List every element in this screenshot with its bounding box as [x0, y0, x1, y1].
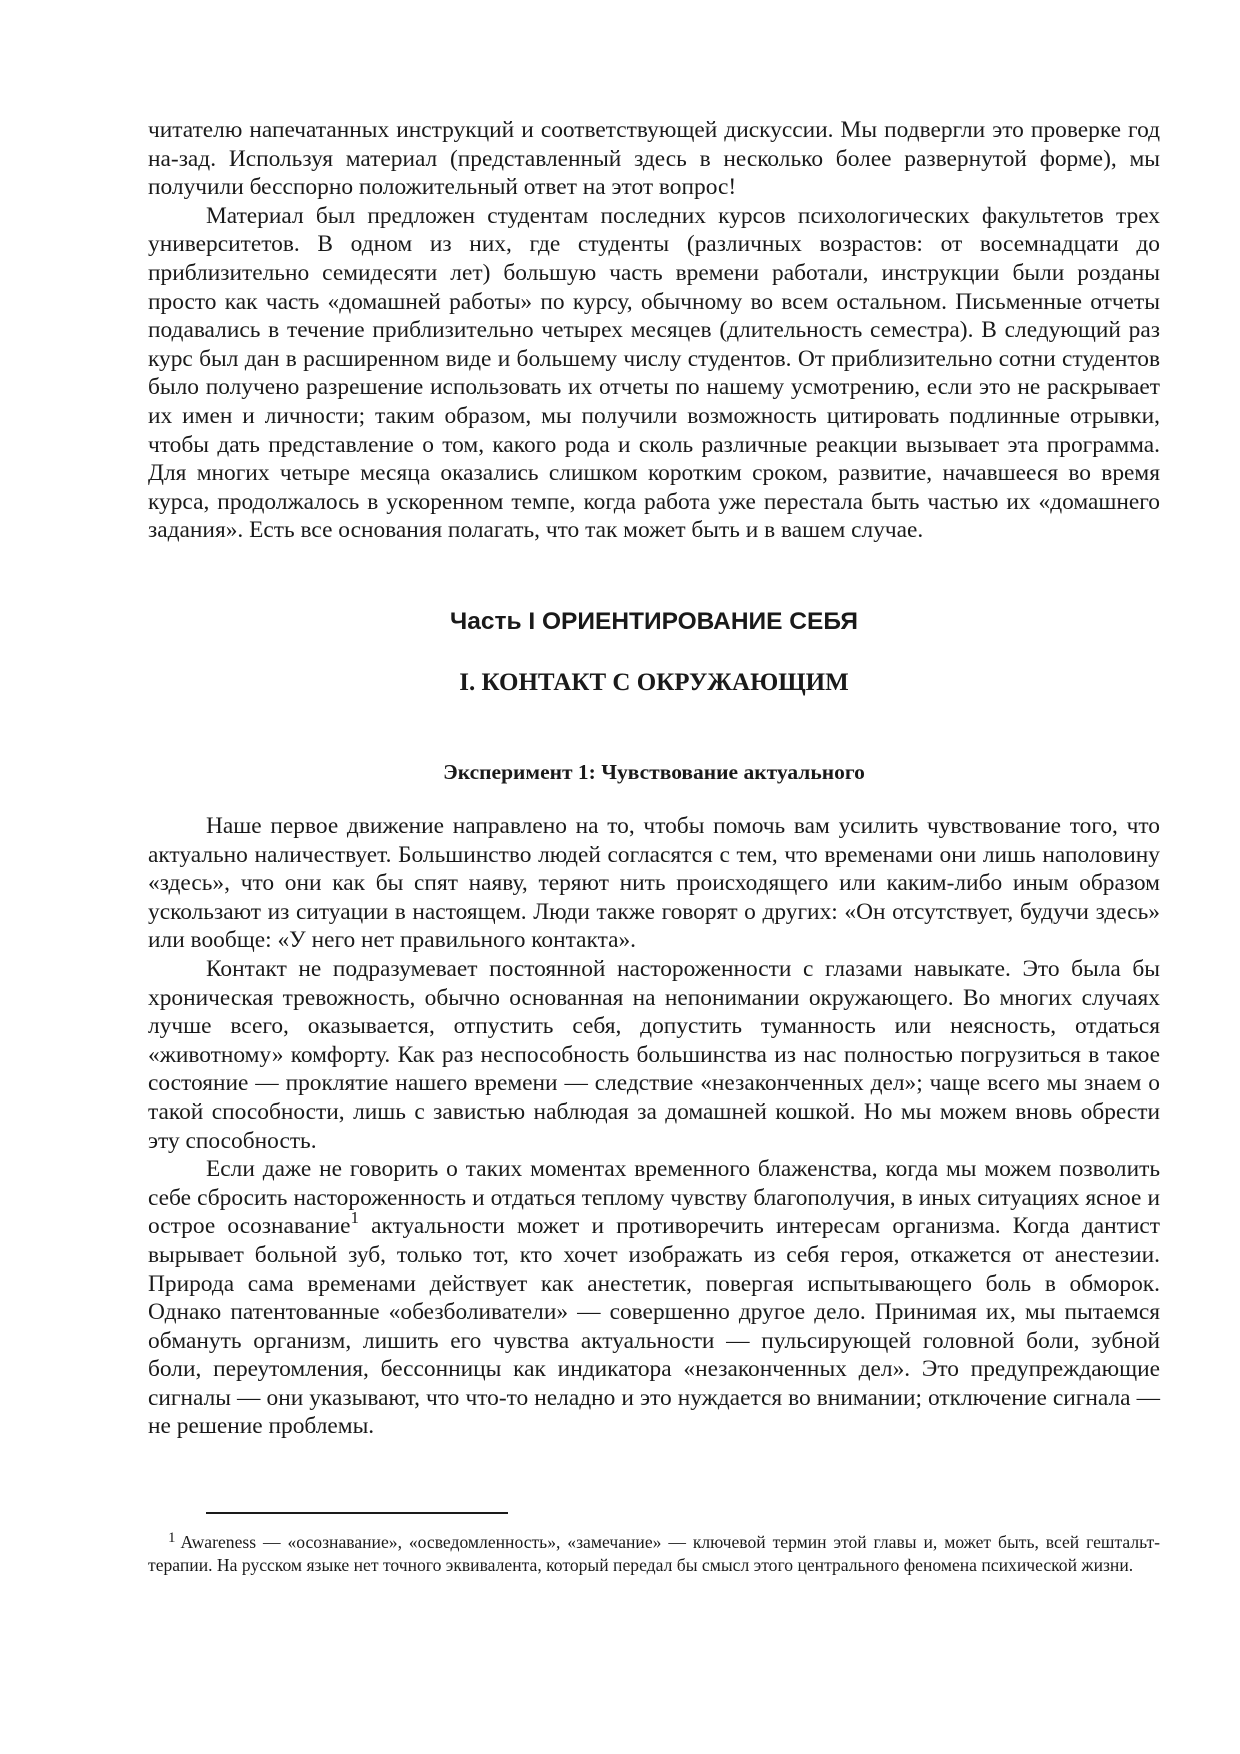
footnote [148, 1531, 1160, 1577]
experiment-title: Эксперимент 1: Чувствование актуального [443, 760, 865, 784]
experiment-text [148, 812, 1160, 1441]
paragraph-text: актуальности может и противоречить интересам организма. Когда дантист вырывает больной зуб, только тот, кто хочет изображать из себя героя, откажется от анестезии. Природа сама временами действует как анестетик, повергая испытывающего боль в обморок. Однако патентованные «обезболиватели» — совершенно другое дело. Принимая их, мы пытаемся обмануть организм, лишить его чувства актуальности — пульсирующей головной боли, зубной боли, переутомления, бессонницы как индикатора «незаконченных дел». Это предупреждающие сигналы — они указывают, что что-то неладно и это нуждается во внимании; отключение сигнала — не решение проблемы. [148, 1213, 1160, 1440]
paragraph-text: Если даже не говорить о таких моментах временного блаженства, когда мы можем позволить себе сбросить настороженность и отдаться теплому чувству благополучия, в иных ситуациях ясное и острое осознавание [148, 1156, 1160, 1240]
paragraph [148, 1155, 1160, 1441]
footnote-mark: 1 [168, 1530, 176, 1546]
paragraph: Контакт не подразумевает постоянной настороженности с глазами навыкате. Это была бы хроническая тревожность, обычно основанная на непонимании окружающего. Во многих случаях лучше всего, оказывается, отпустить себя, допустить туманность или неясность, отдаться «животному» комфорту. Как раз неспособность большинства из нас полностью погрузиться в такое состояние — проклятие нашего времени — следствие «незаконченных дел»; чаще всего мы знаем о такой способности, лишь с завистью наблюдая за домашней кошкой. Но мы можем вновь обрести эту способность. [148, 955, 1160, 1154]
footnote-text: Awareness — «осознавание», «осведомленность», «замечание» — ключевой термин этой главы и, может быть, всей гештальт-терапии. На русском языке нет точного эквивалента, который передал бы смысл этого центрального феномена психической жизни. [148, 1532, 1160, 1575]
intro-text [148, 116, 1160, 545]
chapter-title: I. КОНТАКТ С ОКРУЖАЮЩИМ [459, 669, 849, 696]
paragraph: читателю напечатанных инструкций и соответствующей дискуссии. Мы подвергли это проверке год на-зад. Используя материал (представленный здесь в несколько более развернутой форме), мы получили бесспорно положительный ответ на этот вопрос! [148, 117, 1160, 201]
footnote-reference: 1 [350, 1208, 359, 1228]
paragraph: Материал был предложен студентам последних курсов психологических факультетов трех университетов. В одном из них, где студенты (различных возрастов: от восемнадцати до приблизительно семидесяти лет) большую часть времени работали, инструкции были розданы просто как часть «домашней работы» по курсу, обычному во всем остальном. Письменные отчеты подавались в течение приблизительно четырех месяцев (длительность семестра). В следующий раз курс был дан в расширенном виде и большему числу студентов. От приблизительно сотни студентов было получено разрешение использовать их отчеты по нашему усмотрению, если это не раскрывает их имен и личности; таким образом, мы получили возможность цитировать подлинные отрывки, чтобы дать представление о том, какого рода и сколь различные реакции вызывает эта программа. Для многих четыре месяца оказались слишком коротким сроком, развитие, начавшееся во время курса, продолжалось в ускоренном темпе, когда работа уже перестала быть частью их «домашнего задания». Есть все основания полагать, что так может быть и в вашем случае. [148, 202, 1160, 544]
paragraph: Наше первое движение направлено на то, чтобы помочь вам усилить чувствование того, что актуально наличествует. Большинство людей согласятся с тем, что временами они лишь наполовину «здесь», что они как бы спят наяву, теряют нить происходящего или каким-либо иным образом ускользают из ситуации в настоящем. Люди также говорят о других: «Он отсутствует, будучи здесь» или вообще: «У него нет правильного контакта». [148, 813, 1160, 954]
part-title: Часть I ОРИЕНТИРОВАНИЕ СЕБЯ [450, 608, 858, 635]
footnote-separator [206, 1512, 508, 1514]
